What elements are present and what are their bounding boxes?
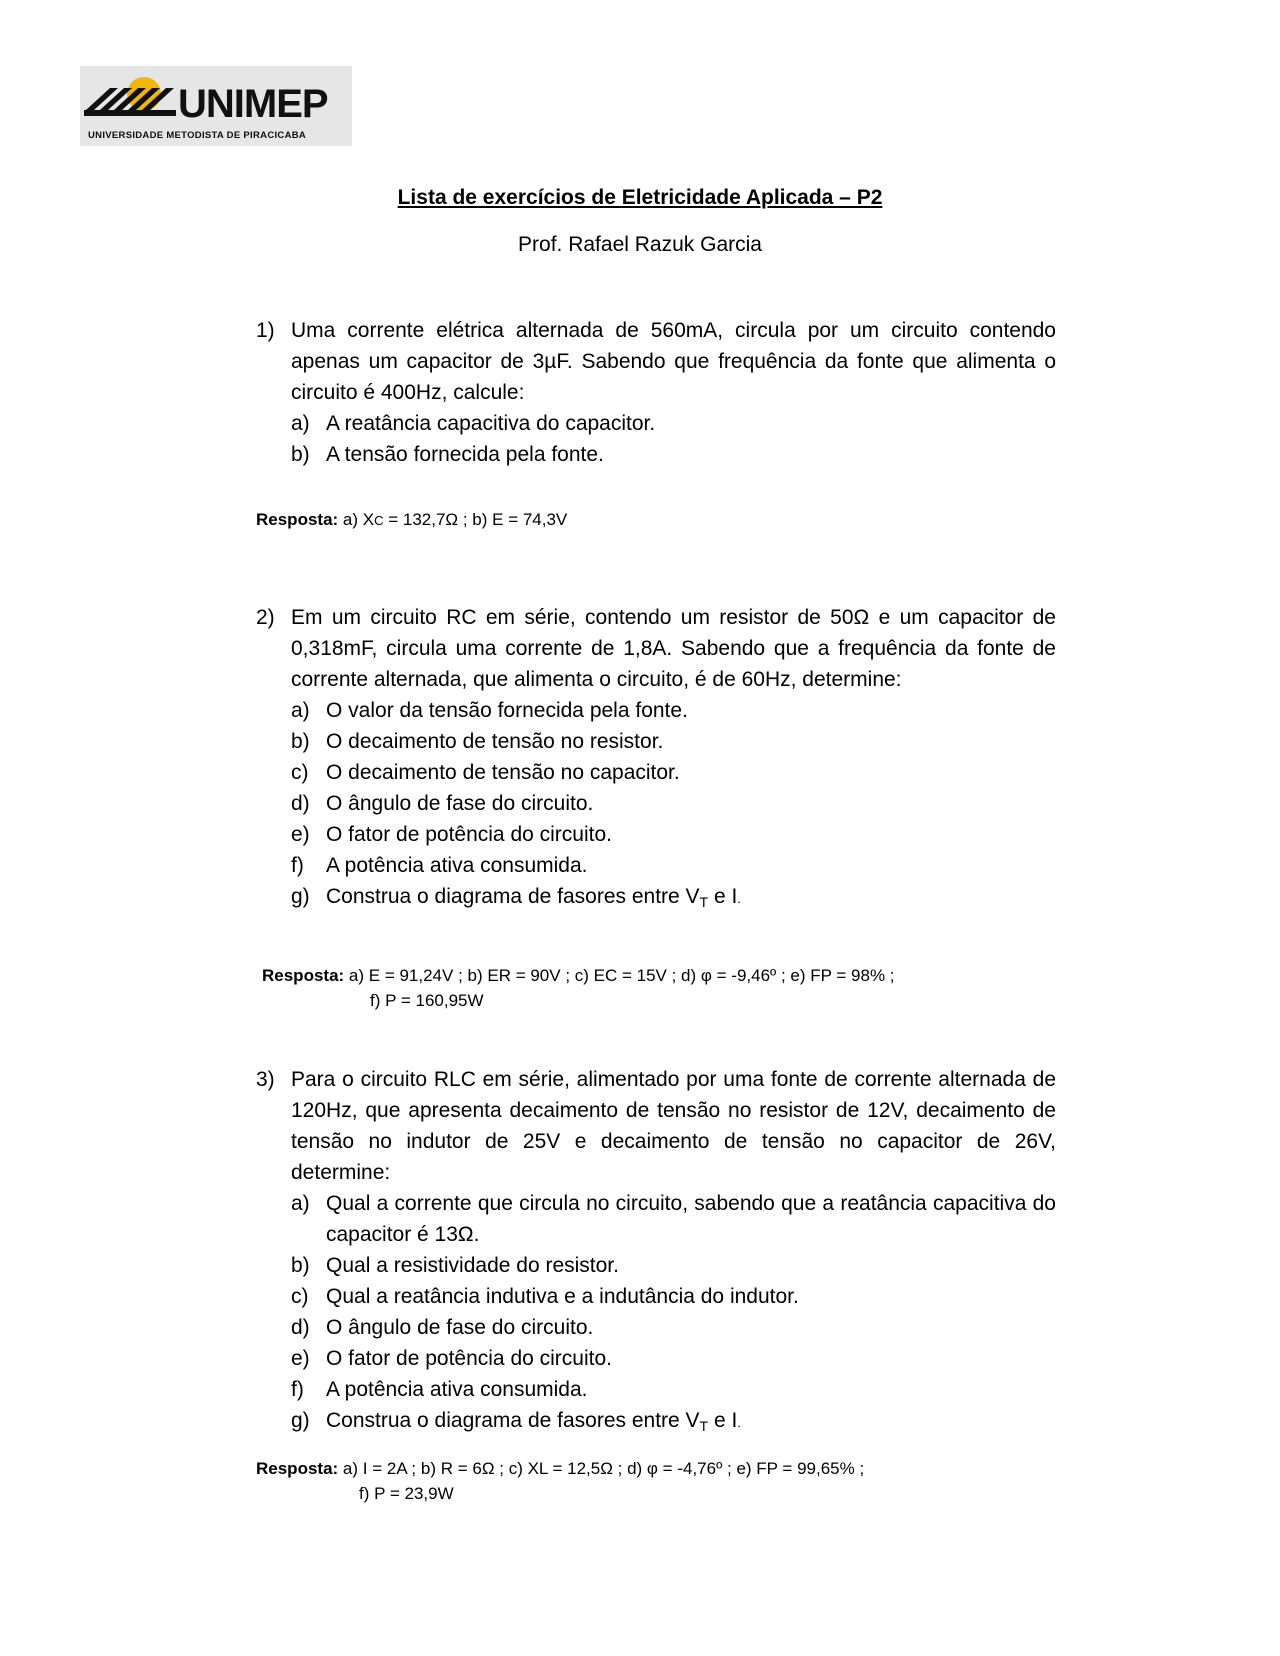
question-3 — [256, 1064, 1056, 1442]
answer-2-continued: f) P = 160,95W — [370, 991, 484, 1010]
list-item: b) Qual a resistividade do resistor. — [291, 1254, 619, 1277]
list-item: g) Construa o diagrama de fasores entre $V_T$ e I. — [291, 885, 741, 910]
question-text: Em um circuito RC em série, contendo um resistor de 50Ω e um capacitor de 0,318mF, circula uma corrente de 1,8A. Sabendo que a frequência da fonte de corrente alternada, que alimenta o circuito, é de 60Hz, determine: — [291, 606, 1056, 691]
item-list — [291, 695, 1056, 918]
unimep-logo — [80, 66, 352, 146]
logo-wordmark: UNIMEP — [178, 82, 328, 126]
answer-2: Resposta: a) E = 91,24V ; b) ER = 90V ; c) EC = 15V ; d) φ = -9,46º ; e) FP = 98% ; — [262, 966, 895, 985]
list-item: e) O fator de potência do circuito. — [291, 823, 612, 846]
list-item: f) A potência ativa consumida. — [291, 854, 588, 877]
list-item: b) O decaimento de tensão no resistor. — [291, 730, 664, 753]
question-text: Uma corrente elétrica alternada de 560mA, circula por um circuito contendo apenas um capacitor de 3µF. Sabendo que frequência da fonte que alimenta o circuito é 400Hz, calcule: — [291, 319, 1056, 404]
question-number: 2) — [256, 606, 275, 629]
question-number: 1) — [256, 319, 275, 342]
list-item: d) O ângulo de fase do circuito. — [291, 1316, 594, 1339]
list-item: d) O ângulo de fase do circuito. — [291, 792, 594, 815]
list-item: e) O fator de potência do circuito. — [291, 1347, 612, 1370]
author-line: Prof. Rafael Razuk Garcia — [518, 233, 762, 256]
question-1 — [256, 315, 1056, 470]
list-item: b) A tensão fornecida pela fonte. — [291, 443, 604, 466]
question-text: Para o circuito RLC em série, alimentado por uma fonte de corrente alternada de 120Hz, que apresenta decaimento de tensão no resistor de 12V, decaimento de tensão no indutor de 25V e decaimento de tensão no capacitor de 26V, determine: — [291, 1068, 1056, 1184]
list-item: a) A reatância capacitiva do capacitor. — [291, 412, 656, 435]
item-list — [291, 408, 1056, 470]
document-title: Lista de exercícios de Eletricidade Aplicada – P2 — [397, 186, 883, 209]
list-item: g) Construa o diagrama de fasores entre $V_T$ e I. — [291, 1409, 741, 1434]
list-item: f) A potência ativa consumida. — [291, 1378, 588, 1401]
item-list — [291, 1188, 1056, 1442]
list-item: c) O decaimento de tensão no capacitor. — [291, 761, 680, 784]
answer-1: Resposta: a) XC = 132,7Ω ; b) E = 74,3V — [256, 510, 568, 529]
answer-3: Resposta: a) I = 2A ; b) R = 6Ω ; c) XL = 12,5Ω ; d) φ = -4,76º ; e) FP = 99,65% ; — [256, 1459, 865, 1478]
logo-subtitle: UNIVERSIDADE METODISTA DE PIRACICABA — [88, 130, 307, 141]
list-item: a) Qual a corrente que circula no circuito, sabendo que a reatância capacitiva do capacitor é 13Ω. — [291, 1192, 1056, 1246]
list-item: a) O valor da tensão fornecida pela fonte. — [291, 699, 688, 722]
answer-3-continued: f) P = 23,9W — [359, 1484, 454, 1503]
list-item: c) Qual a reatância indutiva e a indutância do indutor. — [291, 1285, 799, 1308]
question-2 — [256, 602, 1056, 918]
question-number: 3) — [256, 1068, 275, 1091]
